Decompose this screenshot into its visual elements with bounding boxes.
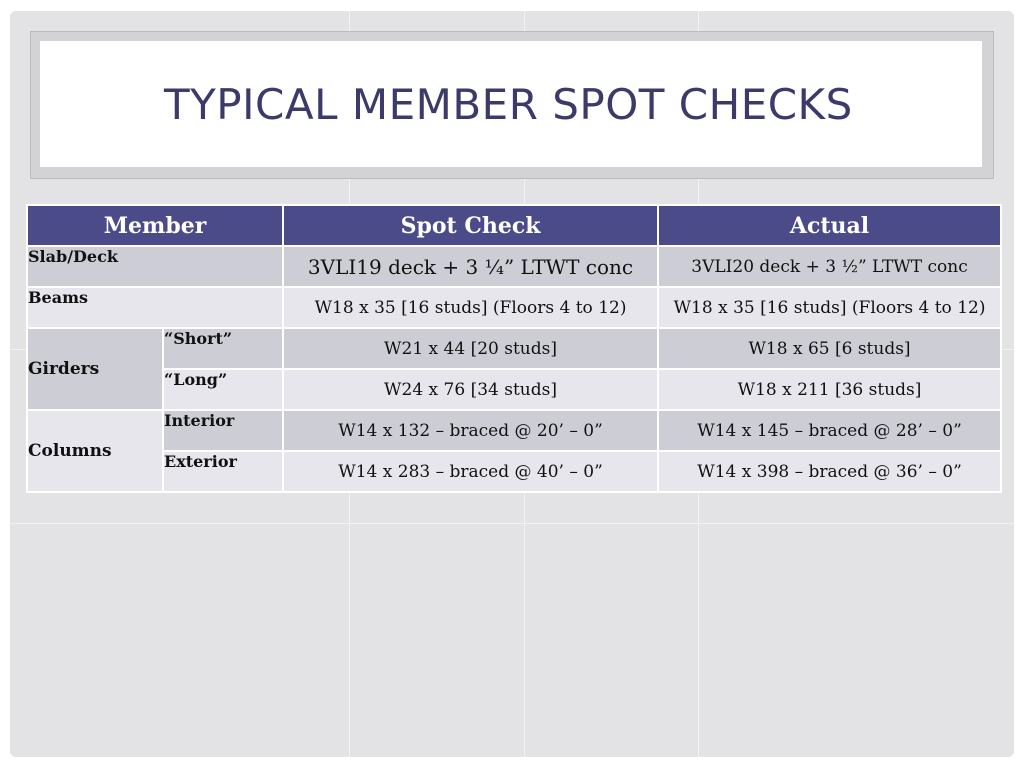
cell-spot-check: W24 x 76 [34 studs] bbox=[283, 369, 658, 410]
table-header-row bbox=[27, 205, 1001, 246]
header-member: Member bbox=[27, 205, 283, 246]
cell-actual: W14 x 398 – braced @ 36’ – 0” bbox=[658, 451, 1001, 492]
sub-label-exterior: Exterior bbox=[163, 451, 283, 492]
cell-actual: W18 x 65 [6 studs] bbox=[658, 328, 1001, 369]
background-grid-line bbox=[10, 523, 1014, 524]
cell-spot-check: W21 x 44 [20 studs] bbox=[283, 328, 658, 369]
cell-spot-check: W18 x 35 [16 studs] (Floors 4 to 12) bbox=[283, 287, 658, 328]
title-frame bbox=[30, 31, 994, 179]
page-title: TYPICAL MEMBER SPOT CHECKS bbox=[164, 79, 853, 129]
row-label-beams: Beams bbox=[27, 287, 283, 328]
cell-actual: W18 x 35 [16 studs] (Floors 4 to 12) bbox=[658, 287, 1001, 328]
row-label-columns: Columns bbox=[27, 410, 163, 492]
cell-actual: W18 x 211 [36 studs] bbox=[658, 369, 1001, 410]
cell-spot-check: W14 x 132 – braced @ 20’ – 0” bbox=[283, 410, 658, 451]
table-row-beams bbox=[27, 287, 1001, 328]
cell-actual: 3VLI20 deck + 3 ½” LTWT conc bbox=[658, 246, 1001, 287]
row-label-girders: Girders bbox=[27, 328, 163, 410]
cell-spot-check: W14 x 283 – braced @ 40’ – 0” bbox=[283, 451, 658, 492]
sub-label-long: “Long” bbox=[163, 369, 283, 410]
member-spot-check-table bbox=[26, 204, 1002, 493]
slide bbox=[10, 11, 1014, 757]
table-row-columns-interior bbox=[27, 410, 1001, 451]
table-row-columns-exterior bbox=[27, 451, 1001, 492]
table-row-girders-long bbox=[27, 369, 1001, 410]
table-row-girders-short bbox=[27, 328, 1001, 369]
cell-spot-check: 3VLI19 deck + 3 ¼” LTWT conc bbox=[283, 246, 658, 287]
row-label-slab-deck: Slab/Deck bbox=[27, 246, 283, 287]
header-actual: Actual bbox=[658, 205, 1001, 246]
sub-label-short: “Short” bbox=[163, 328, 283, 369]
title-box bbox=[40, 41, 982, 167]
header-spot-check: Spot Check bbox=[283, 205, 658, 246]
table-row-slab-deck bbox=[27, 246, 1001, 287]
cell-actual: W14 x 145 – braced @ 28’ – 0” bbox=[658, 410, 1001, 451]
sub-label-interior: Interior bbox=[163, 410, 283, 451]
